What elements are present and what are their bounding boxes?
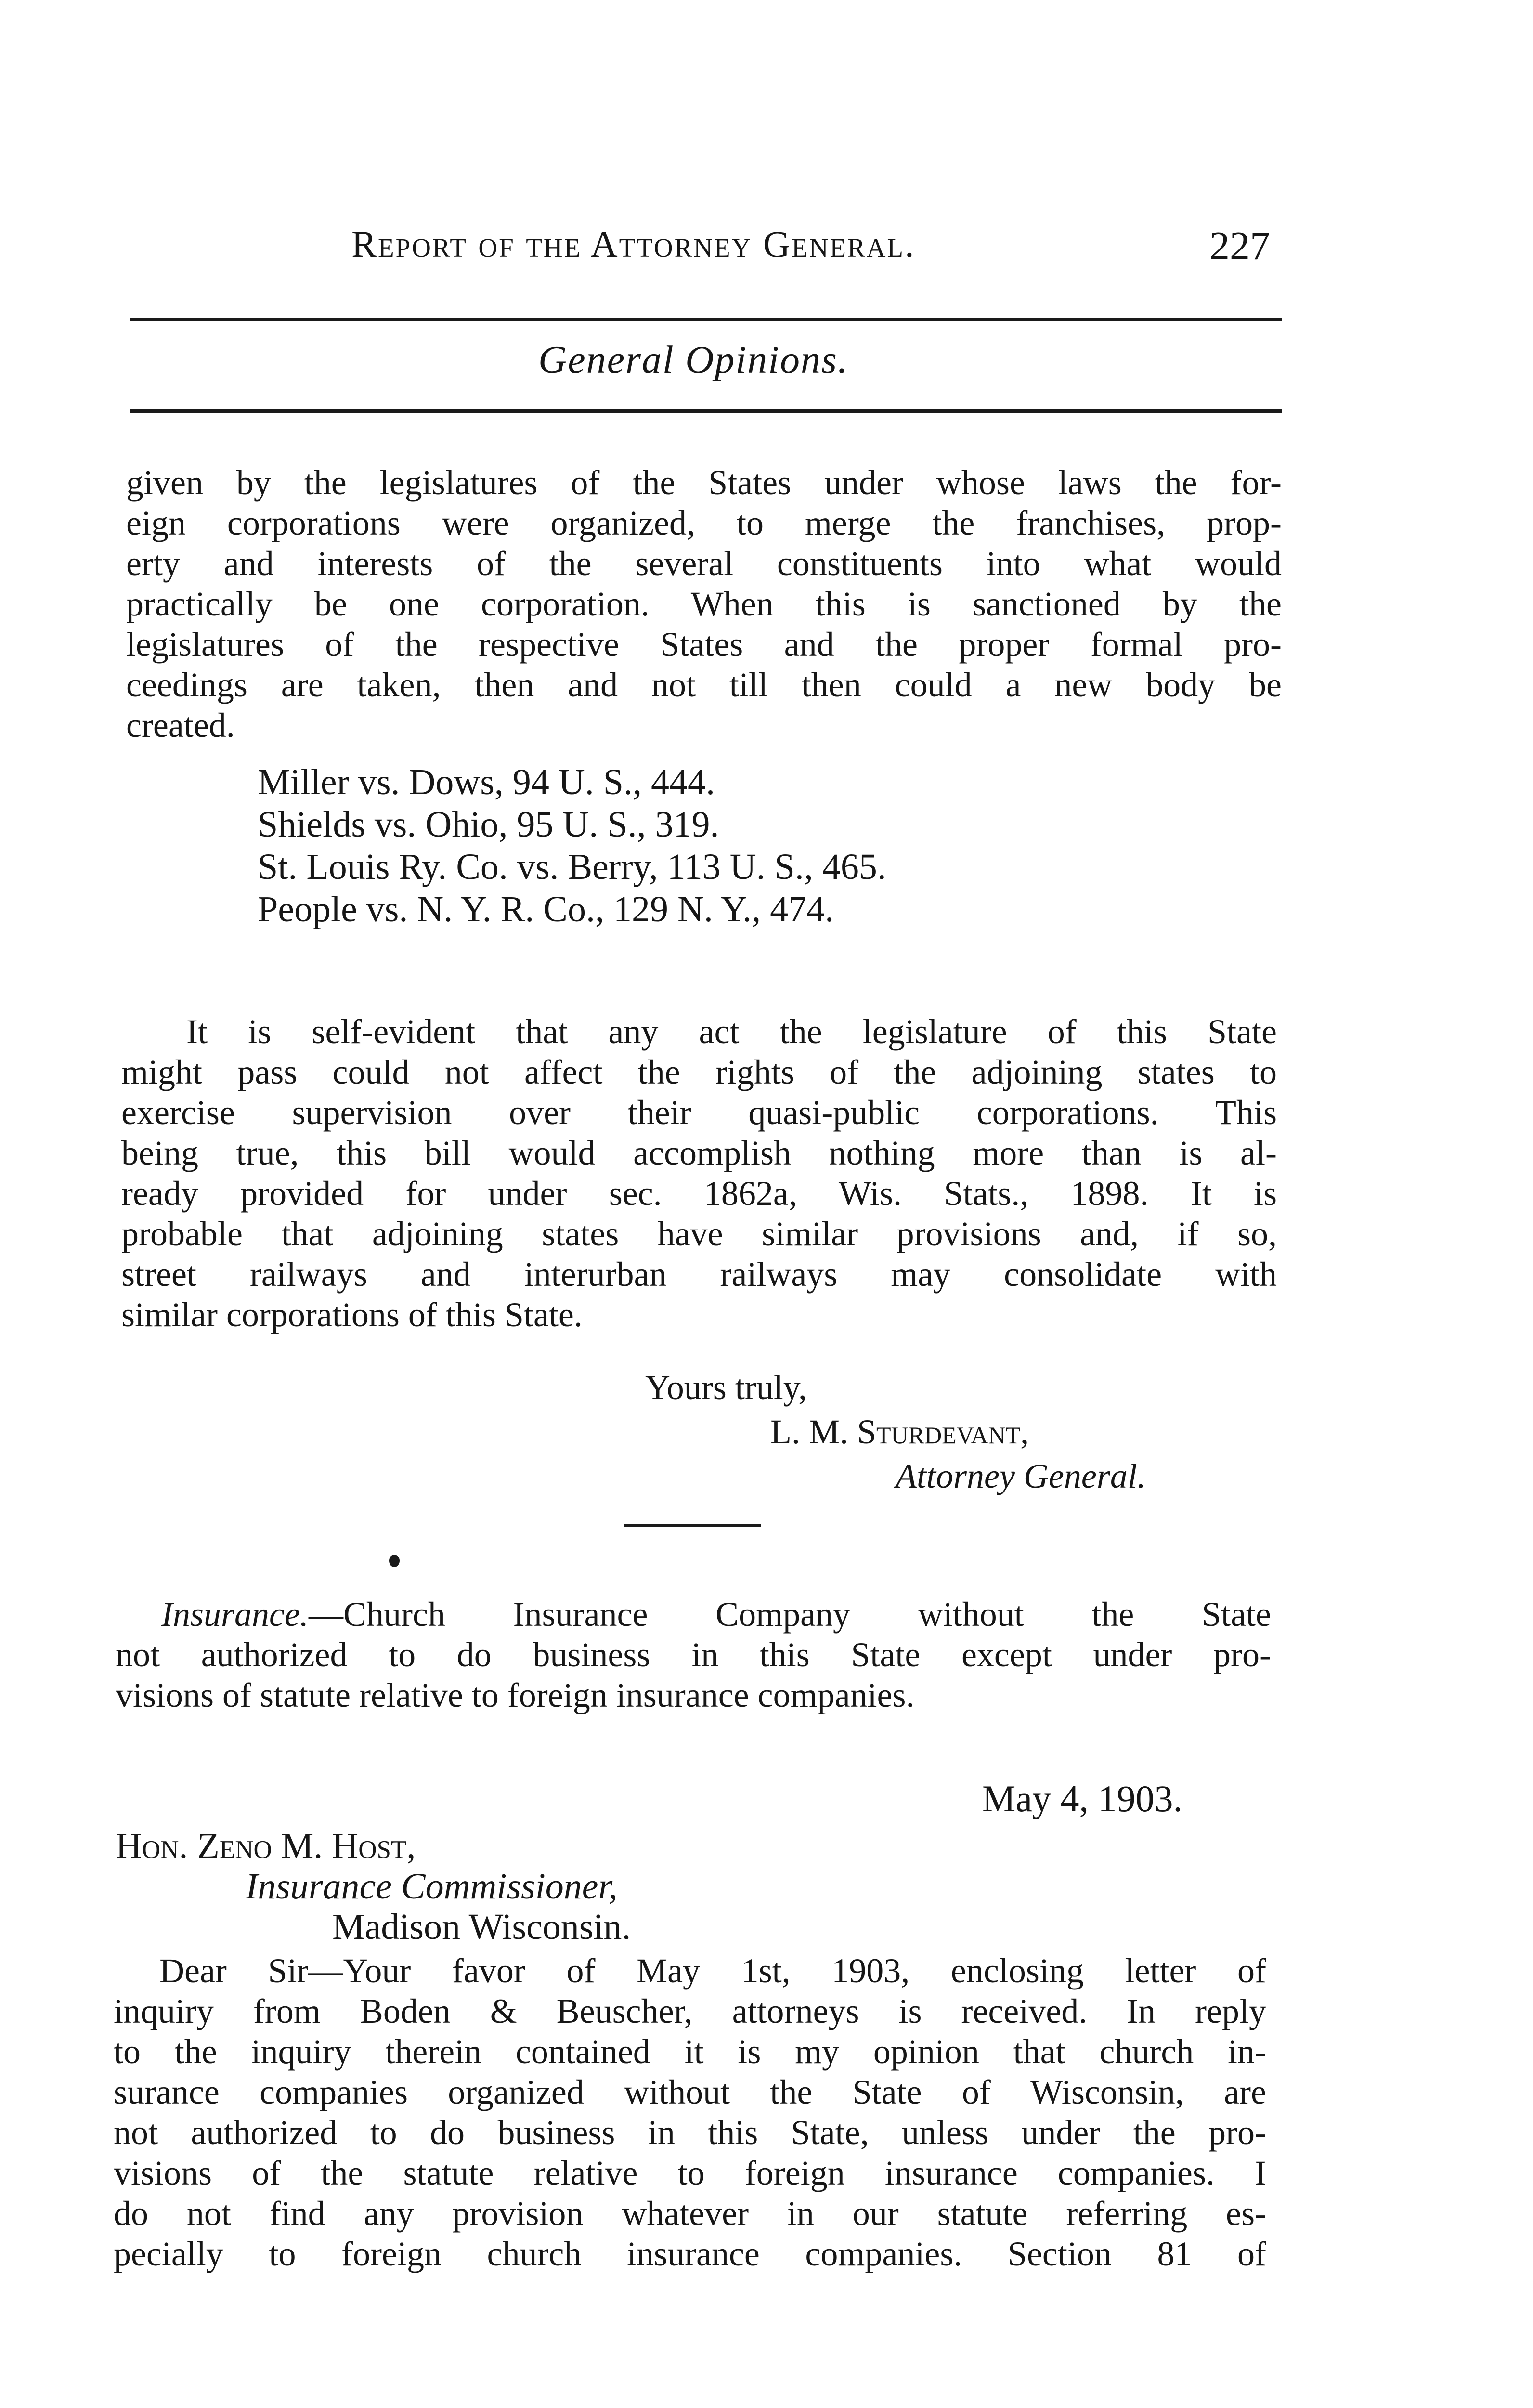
citation: St. Louis Ry. Co. vs. Berry, 113 U. S., 465. — [258, 847, 886, 887]
body-line — [114, 1950, 1266, 1991]
header-rule-bottom — [130, 409, 1282, 413]
paragraph-line: street railways and interurban railways may consolidate with — [121, 1255, 1277, 1294]
signer-title: Attorney General. — [896, 1457, 1146, 1495]
topic-label: Insurance. — [161, 1595, 309, 1634]
paragraph-line: probable that adjoining states have similar provisions and, if so, — [121, 1215, 1277, 1253]
case-citations — [258, 761, 886, 930]
addressee-name: Hon. Zeno M. Host, — [116, 1826, 416, 1866]
body-line: to the inquiry therein contained it is my opinion that church in- — [114, 2032, 1266, 2071]
body-line: do not find any provision whatever in our statute referring es- — [114, 2194, 1266, 2233]
continuation-paragraph — [126, 462, 1282, 746]
body-line: pecially to foreign church insurance companies. Section 81 of — [114, 2235, 1266, 2273]
paragraph-line: given by the legislatures of the States under whose laws the for- — [126, 463, 1282, 502]
page-number: 227 — [1209, 223, 1270, 268]
paragraph-line: It is self-evident that any act the legislature of this State — [186, 1012, 1277, 1051]
paragraph-line: exercise supervision over their quasi-public corporations. This — [121, 1093, 1277, 1132]
citation: People vs. N. Y. R. Co., 129 N. Y., 474. — [258, 889, 834, 929]
body-line: not authorized to do business in this State, unless under the pro- — [114, 2113, 1266, 2152]
syllabus-paragraph — [116, 1594, 1271, 1715]
citation: Miller vs. Dows, 94 U. S., 444. — [258, 762, 715, 802]
paragraph-line: might pass could not affect the rights of the adjoining states to — [121, 1053, 1277, 1091]
addressee-title: Insurance Commissioner, — [246, 1866, 618, 1907]
paragraph-line: ready provided for under sec. 1862a, Wis. Stats., 1898. It is — [121, 1174, 1277, 1213]
salutation: Dear Sir — [159, 1951, 309, 1990]
addressee-location: Madison Wisconsin. — [332, 1907, 631, 1947]
syllabus-line — [116, 1594, 1271, 1635]
paragraph-line: similar corporations of this State. — [121, 1296, 583, 1334]
syllabus-line: not authorized to do business in this State except under pro- — [116, 1636, 1271, 1674]
separator-rule — [624, 1524, 761, 1527]
paragraph-line: erty and interests of the several constituents into what would — [126, 544, 1282, 583]
paragraph-line: created. — [126, 706, 235, 745]
letter-date: May 4, 1903. — [982, 1778, 1182, 1819]
paragraph-line: ceedings are taken, then and not till then could a new body be — [126, 666, 1282, 704]
paragraph-line: legislatures of the respective States and the proper formal pro- — [126, 625, 1282, 664]
body-line: inquiry from Boden & Beuscher, attorneys is received. In reply — [114, 1992, 1266, 2030]
paragraph-line: practically be one corporation. When this is sanctioned by the — [126, 585, 1282, 623]
signer-name: L. M. Sturdevant, — [770, 1413, 1029, 1451]
paragraph-line: being true, this bill would accomplish nothing more than is al- — [121, 1134, 1277, 1172]
body-text: —Your favor of May 1st, 1903, enclosing letter of — [308, 1951, 1266, 1990]
section-heading: General Opinions. — [538, 338, 849, 381]
closing-phrase: Yours truly, — [645, 1368, 807, 1407]
running-title: Report of the Attorney General. — [351, 223, 916, 265]
conclusion-paragraph — [121, 1011, 1277, 1335]
citation: Shields vs. Ohio, 95 U. S., 319. — [258, 804, 719, 845]
letter-body — [114, 1950, 1266, 2274]
body-line: visions of the statute relative to foreign insurance companies. I — [114, 2154, 1266, 2192]
paragraph-line: eign corporations were organized, to merge the franchises, prop- — [126, 504, 1282, 542]
syllabus-line: visions of statute relative to foreign insurance companies. — [116, 1676, 915, 1714]
body-line: surance companies organized without the State of Wisconsin, are — [114, 2073, 1266, 2111]
syllabus-text: —Church Insurance Company without the State — [308, 1595, 1271, 1634]
ink-speck — [389, 1555, 400, 1567]
header-rule-top — [130, 318, 1282, 321]
